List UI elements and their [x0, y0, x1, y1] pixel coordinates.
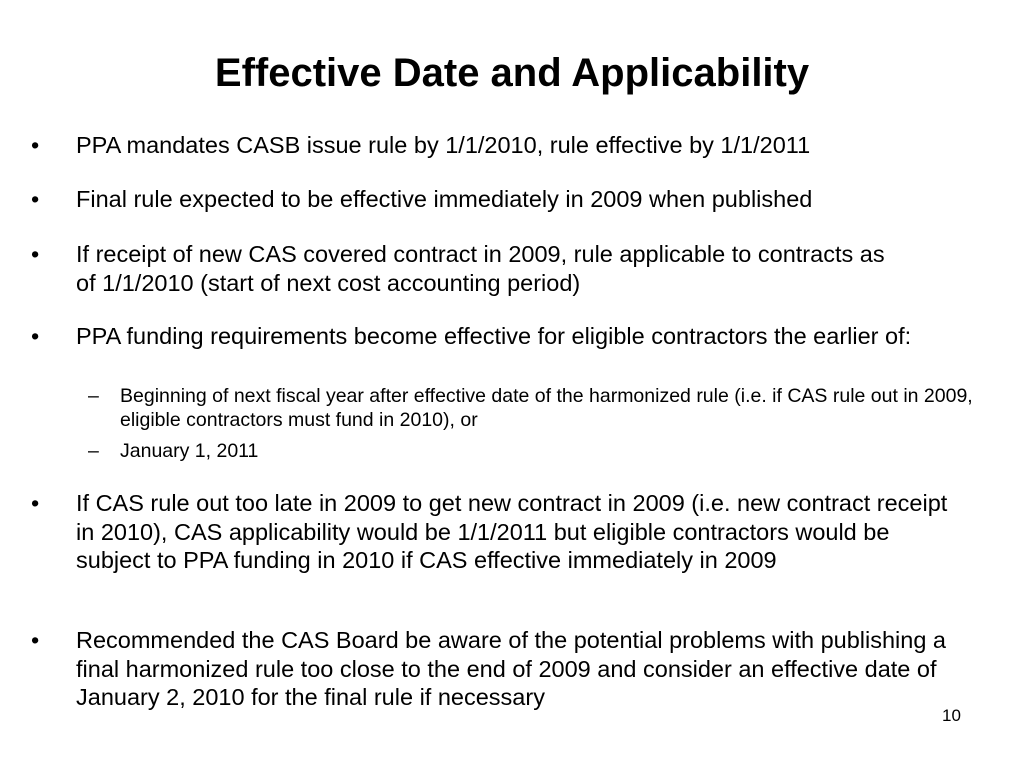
slide-title: Effective Date and Applicability: [214, 51, 810, 95]
bullet-item: • PPA mandates CASB issue rule by 1/1/2010, rule effective by 1/1/2011: [76, 131, 986, 160]
bullet-item: • Recommended the CAS Board be aware of the potential problems with publishing a final harmonized rule too close to the end of 2009 and consider an effective date of January 2, 2010 for the final rule if necessary: [76, 626, 976, 712]
page-number: 10: [942, 706, 961, 725]
bullet-item: • If receipt of new CAS covered contract in 2009, rule applicable to contracts as of 1/1/2010 (start of next cost accounting period): [76, 240, 906, 297]
bullet-item: • Final rule expected to be effective immediately in 2009 when published: [76, 185, 986, 214]
bullet-item: • PPA funding requirements become effective for eligible contractors the earlier of:: [76, 322, 986, 351]
sub-bullet-item: – Beginning of next fiscal year after effective date of the harmonized rule (i.e. if CAS rule out in 2009, eligible contractors must fund in 2010), or: [120, 384, 1000, 432]
bullet-item: • If CAS rule out too late in 2009 to get new contract in 2009 (i.e. new contract receipt in 2010), CAS applicability would be 1/1/2011 but eligible contractors would be subject to PPA funding in 2010 if CAS effective immediately in 2009: [76, 489, 956, 575]
sub-bullet-item: – January 1, 2011: [120, 439, 1000, 463]
